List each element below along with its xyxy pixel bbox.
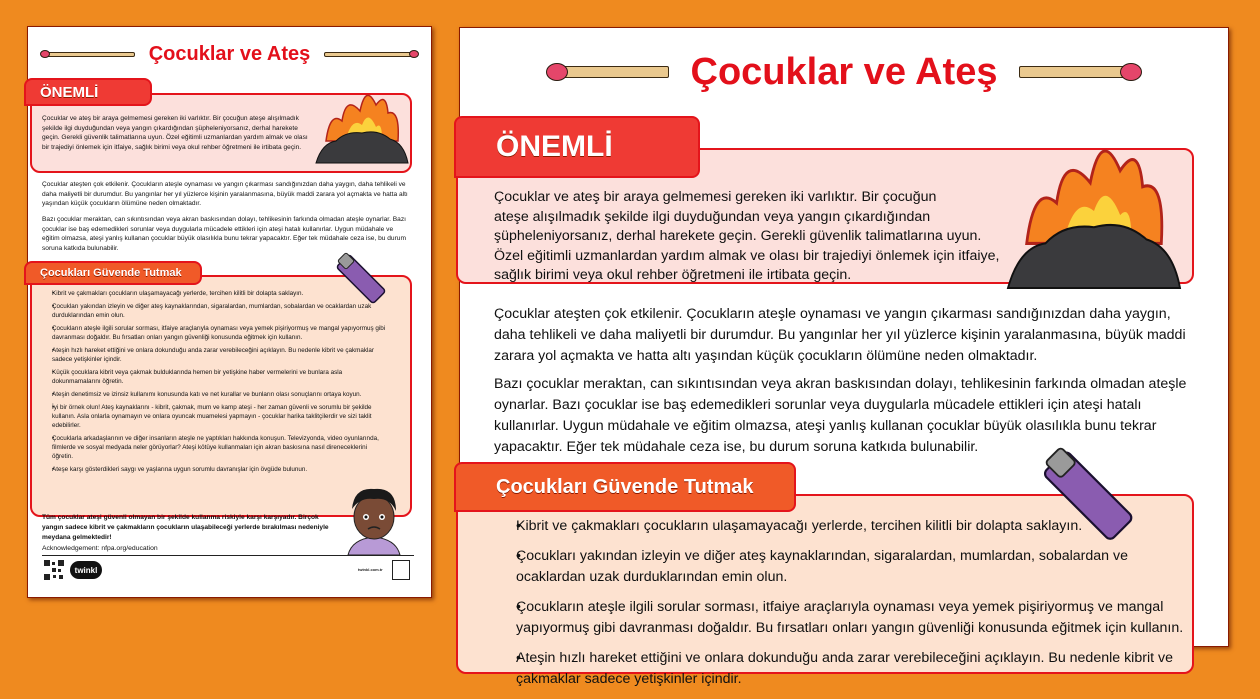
important-heading: ÖNEMLİ [24,78,152,106]
campfire-icon [316,81,408,165]
page-title: Çocuklar ve Ateş [690,50,998,93]
intro-paragraph-1: Çocuklar ateşten çok etkilenir. Çocukların ateşle oynaması ve yangın çıkarması sandığınızdan daha yaygın, daha tehlikeli ve daha maliyetli bir durumdur. Bu yangınlar her yıl yüzlerce kişinin yaralanmasına, büyük maddi zarara yol açmakta ve hatta altı yaşından küçük çocukların ölümüne neden olmaktadır. [42,181,408,208]
safety-item: • Ateşin denetimsiz ve izinsiz kullanımı konusunda katı ve net kurallar ve bunların olası sonuçlarını ortaya koyun. [42,390,388,399]
safety-item: • İyi bir örnek olun! Ateş kaynaklarını - kibrit, çakmak, mum ve kamp ateşi - her zaman güvenli ve sorumlu bir şekilde kullanın. Asla onlarla oynamayın ve onlara oyuncak muamelesi yapmayın - çocuklar harika taklitçilerdir ve sizi taklit edebilirler. [42,403,388,430]
safety-heading: Çocukları Güvende Tutmak [454,462,796,512]
safety-item: • Ateşe karşı gösterdikleri saygı ve yaşlarına uygun sorumlu davranışlar için övgüde bulunun. [42,465,388,474]
intro-paragraph-1: Çocuklar ateşten çok etkilenir. Çocukların ateşle oynaması ve yangın çıkarması sandığınızdan daha yaygın, daha tehlikeli ve daha maliyetli bir durumdur. Bu yangınlar her yıl yüzlerce kişinin yaralanmasına, büyük maddi zarara yol açmakta ve hatta altı yaşından küçük çocukların ölümüne neden olmaktadır. [494,306,1186,364]
intro-paragraph-2: Bazı çocuklar meraktan, can sıkıntısından veya akran baskısından dolayı, tehlikesinin farkında olmadan ateşle oynarlar. Bazı çocuklar ise baş edemedikleri sorunlar veya duygularla mücadele ettikleri için ateşi hatalı kullanırlar. Uygun müdahale ve eğitim olmazsa, ateşi yanlış kullanan çocuklar büyük olasılıkla bunu tekrar yapacaktır. Eğer tek müdahale ceza ise, bu durum soruna katkıda bulunabilir. [494,376,1187,455]
important-text: Çocuklar ve ateş bir araya gelmemesi gereken iki varlıktır. Bir çocuğun ateşe alışılmadık şekilde ilgi duyduğundan veya yangın çıkardığından şüpheleniyorsanız, derhal harekete geçin. Gerekli güvenlik talimatlarına uyun. Özel eğitimli uzmanlardan yardım almak ve olası bir trajediyi önlemek için itfaiye, sağlık birimi veya okul rehber öğretmeni ile irtibata geçin. [42,115,308,151]
twinkl-logo: twinkl [70,561,102,579]
intro-paragraph-2: Bazı çocuklar meraktan, can sıkıntısından veya akran baskısından dolayı, tehlikesinin farkında olmadan ateşle oynarlar. Bazı çocuklar ise baş edemedikleri sorunlar veya duygularla mücadele ettikleri için ateşi hatalı kullanırlar. Uygun müdahale ve eğitim olmazsa, ateşi yanlış kullanan çocuklar büyük olasılıkla bunu tekrar yapacaktır. Eğer tek müdahale ceza ise, bu durum soruna katkıda bulunabilir. [42,216,406,252]
qr-code-icon[interactable] [44,560,64,580]
matchstick-left-icon [557,66,669,78]
safety-item: • Ateşin hızlı hareket ettiğini ve onlara dokunduğu anda zarar verebileceğini açıklayın. Bu nedenle kibrit ve çakmaklar sadece yetişkinler içindir. [42,346,388,364]
footer-divider [42,555,414,556]
safety-list [494,516,1194,699]
warning-text: Tüm çocuklar ateşi güvenli olmayan bir şekilde kullanma riskiyle karşı karşıyadır. Birçok yangın sadece kibrit ve çakmakların çocukların ulaşabileceği yerlerde bırakılması nedeniyle meydana gelmektedir! [42,514,329,541]
matchstick-left-icon [43,52,135,57]
page-title: Çocuklar ve Ateş [148,42,311,65]
matchstick-right-icon [1019,66,1131,78]
safety-item: • Çocuklarla arkadaşlarının ve diğer insanların ateşle ne yaptıkları hakkında konuşun. Televizyonda, video oyunlarında, filmlerde ve sosyal medyada neler görüyorlar? Ateşi kötüye kullanmaları için akran baskısına nasıl direneceklerini öğretin. [42,434,388,461]
safety-item: • Kibrit ve çakmakları çocukların ulaşamayacağı yerlerde, tercihen kilitli bir dolapta saklayın. [494,516,1194,537]
site-url[interactable]: twinkl.com.tr [358,567,383,572]
safety-list [42,289,388,478]
twinkl-badge-icon [392,560,410,580]
safety-heading: Çocukları Güvende Tutmak [24,261,202,285]
safety-item: • Çocukların ateşle ilgili sorular sorması, itfaiye araçlarıyla oynaması veya yemek pişiriyormuş ve mangal yapıyormuş gibi davranması doğaldır. Bu fırsatları onları yangın güvenliği konusunda eğitmek için kullanın. [494,597,1194,639]
safety-item: • Çocukları yakından izleyin ve diğer ateş kaynaklarından, sigaralardan, mumlardan, sobalardan ve ocaklardan uzak durduklarından emin olun. [494,546,1194,588]
title-row [28,39,431,69]
worried-child-illustration [344,483,404,555]
matchstick-right-icon [324,52,416,57]
important-heading: ÖNEMLİ [454,116,700,178]
page-zoomed [459,27,1229,687]
page-thumbnail[interactable] [27,26,432,598]
important-text: Çocuklar ve ateş bir araya gelmemesi gereken iki varlıktır. Bir çocuğun ateşe alışılmadık şekilde ilgi duyduğundan veya yangın çıkardığından şüpheleniyorsanız, derhal harekete geçin. Gerekli güvenlik talimatlarına uyun. Özel eğitimli uzmanlardan yardım almak ve olası bir trajediyi önlemek için itfaiye, sağlık birimi veya okul rehber öğretmeni ile irtibata geçin. [494,189,1000,284]
acknowledgement: Acknowledgement: nfpa.org/education [42,545,158,552]
safety-item: • Kibrit ve çakmakları çocukların ulaşamayacağı yerlerde, tercihen kilitli bir dolapta saklayın. [42,289,388,298]
safety-item: • Çocukları yakından izleyin ve diğer ateş kaynaklarından, sigaralardan, mumlardan, sobalardan ve ocaklardan uzak durduklarından emin olun. [42,302,388,320]
safety-item: • Küçük çocuklara kibrit veya çakmak bulduklarında hemen bir yetişkine haber vermelerini ve bunlara asla dokunmamalarını öğretin. [42,368,388,386]
safety-item: • Ateşin hızlı hareket ettiğini ve onlara dokunduğu anda zarar verebileceğini açıklayın. Bu nedenle kibrit ve çakmaklar sadece yetişkinler içindir. [494,648,1194,690]
title-row [460,50,1228,94]
safety-item: • Çocukların ateşle ilgili sorular sorması, itfaiye araçlarıyla oynaması veya yemek pişiriyormuş ve mangal yapıyormuş gibi davranması doğaldır. Bu fırsatları onları yangın güvenliği konusunda eğitmek için kullanın. [42,324,388,342]
campfire-icon [1008,122,1180,292]
